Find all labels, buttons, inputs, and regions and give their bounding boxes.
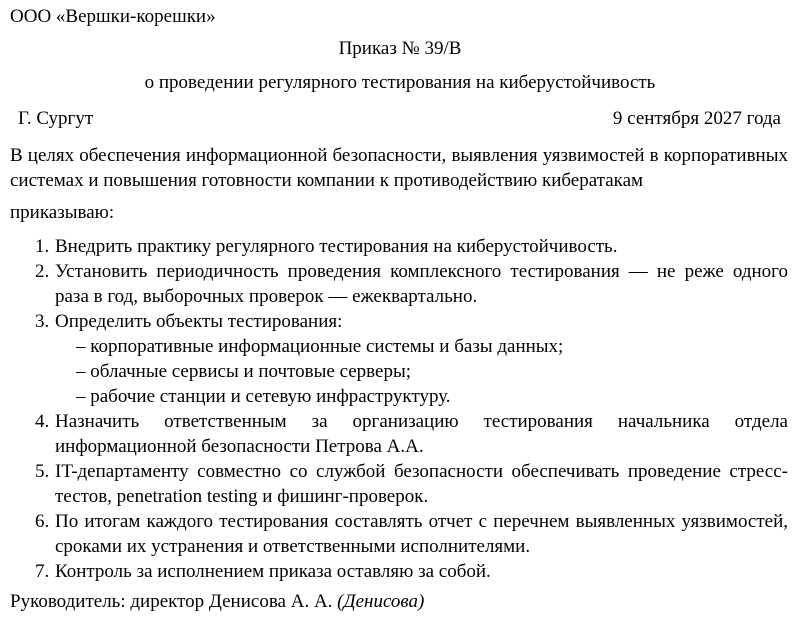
item-text: Назначить ответственным за организацию тестирования начальника отдела информационной безопасности Петрова А.А. [55, 411, 788, 457]
signer: Руководитель: директор Денисова А. А. [10, 591, 333, 612]
signature-line [10, 589, 424, 614]
place-date-row [18, 106, 781, 131]
item-text: Контроль за исполнением приказа оставляю за собой. [55, 561, 491, 582]
decree-word: приказываю: [10, 202, 115, 223]
order-subject: о проведении регулярного тестирования на киберустойчивость [144, 72, 656, 93]
order-items-list [35, 234, 788, 584]
city: Г. Сургут [18, 108, 94, 129]
preamble: В целях обеспечения информационной безопасности, выявления уязвимостей в корпоративных системах и повышения готовности компании к противодействию кибератакам [10, 145, 788, 191]
item-number: 2. [35, 261, 50, 282]
list-item [35, 409, 788, 459]
list-item [35, 559, 788, 584]
order-number: Приказ № 39/В [338, 38, 462, 59]
item-text: По итогам каждого тестирования составлять отчет с перечнем выявленных уязвимостей, сроками их устранения и ответственными исполнителями. [55, 511, 788, 557]
item-number: 3. [35, 311, 50, 332]
organization-name: ООО «Вершки-корешки» [10, 6, 216, 27]
item-text: Определить объекты тестирования: [55, 311, 343, 332]
list-item [35, 234, 788, 259]
signature: (Денисова) [337, 591, 425, 612]
item-text: Установить периодичность проведения комплексного тестирования — не реже одного раза в год, выборочных проверок — ежеквартально. [55, 261, 788, 307]
list-item [35, 459, 788, 509]
list-item [35, 509, 788, 559]
order-date: 9 сентября 2027 года [612, 108, 781, 129]
sub-item: – облачные сервисы и почтовые серверы; [76, 361, 412, 382]
list-item [35, 309, 788, 334]
item-number: 1. [35, 236, 50, 257]
item-text: IT-департаменту совместно со службой безопасности обеспечивать проведение стресс-тестов, penetration testing и фишинг-проверок. [55, 461, 788, 507]
sub-item: – рабочие станции и сетевую инфраструктуру. [76, 386, 451, 407]
item-number: 6. [35, 511, 50, 532]
list-item [35, 259, 788, 309]
item-number: 4. [35, 411, 50, 432]
item-number: 5. [35, 461, 50, 482]
item-text: Внедрить практику регулярного тестирования на киберустойчивость. [55, 236, 618, 257]
item-number: 7. [35, 561, 50, 582]
sub-item: – корпоративные информационные системы и базы данных; [76, 336, 564, 357]
